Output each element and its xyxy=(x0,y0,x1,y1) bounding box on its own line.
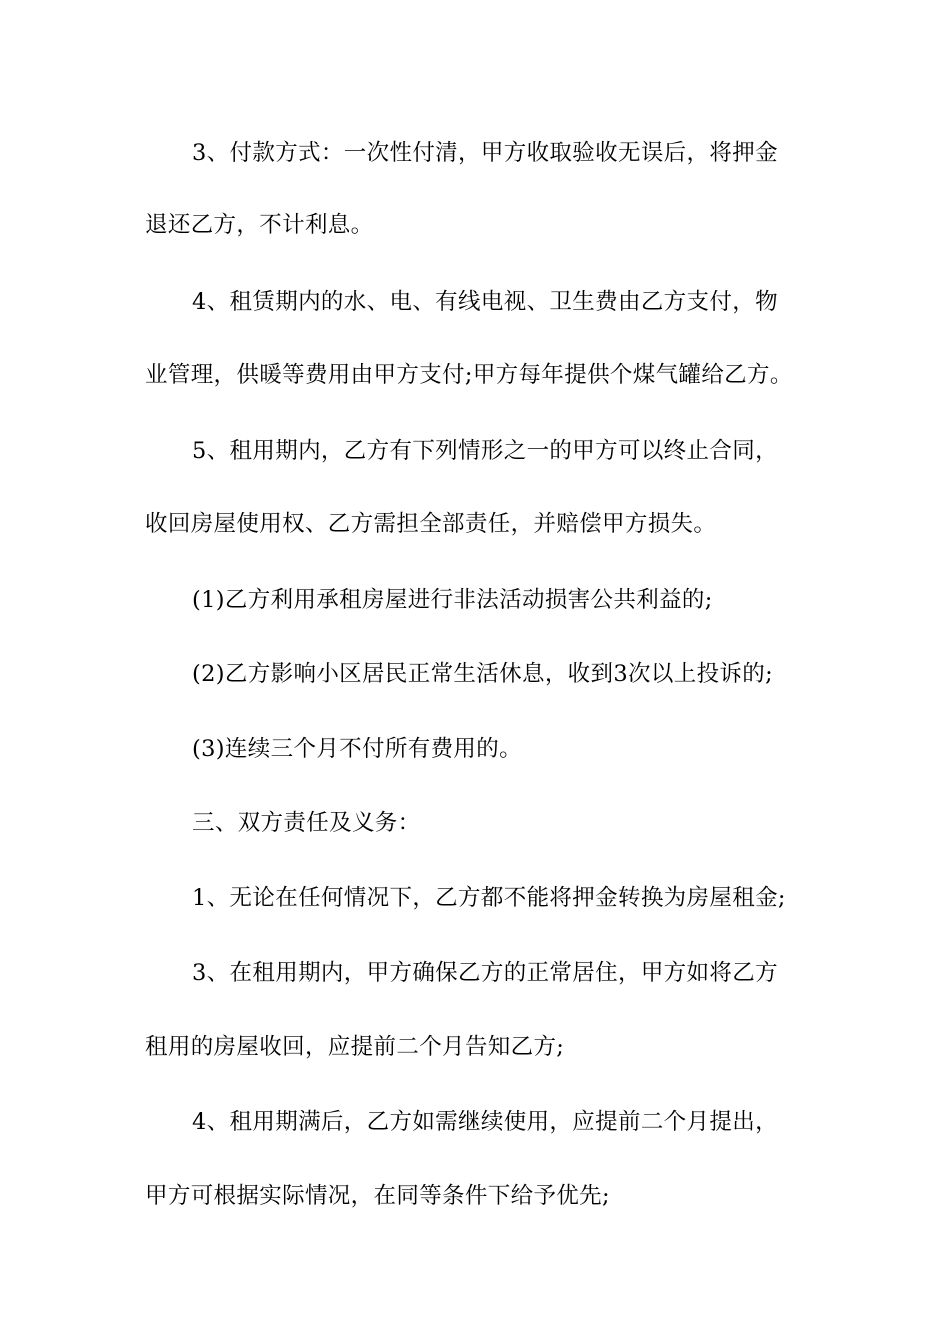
section-heading: 三、双方责任及义务： xyxy=(192,810,421,836)
paragraph-line-9: 租用的房屋收回，应提前二个月告知乙方; xyxy=(145,1034,565,1060)
paragraph-line-6: 收回房屋使用权、乙方需担全部责任，并赔偿甲方损失。 xyxy=(145,511,717,537)
paragraph-line-4: 业管理，供暖等费用由甲方支付;甲方每年提供个煤气罐给乙方。 xyxy=(145,362,793,388)
paragraph-line-1: 3、付款方式：一次性付清，甲方收取验收无误后，将押金 xyxy=(192,140,778,166)
paragraph-line-2: 退还乙方，不计利息。 xyxy=(145,212,374,238)
paragraph-line-5: 5、租用期内，乙方有下列情形之一的甲方可以终止合同， xyxy=(192,438,778,464)
paragraph-line-8: 3、在租用期内，甲方确保乙方的正常居住，甲方如将乙方 xyxy=(192,960,778,986)
paragraph-line-10: 4、租用期满后，乙方如需继续使用，应提前二个月提出， xyxy=(192,1109,778,1135)
paragraph-line-11: 甲方可根据实际情况，在同等条件下给予优先; xyxy=(145,1183,610,1209)
paragraph-line-3: 4、租赁期内的水、电、有线电视、卫生费由乙方支付，物 xyxy=(192,289,778,315)
list-item-2: (2)乙方影响小区居民正常生活休息，收到3次以上投诉的; xyxy=(192,661,774,687)
list-item-3: (3)连续三个月不付所有费用的。 xyxy=(192,736,522,762)
paragraph-line-7: 1、无论在任何情况下，乙方都不能将押金转换为房屋租金; xyxy=(192,885,786,911)
list-item-1: (1)乙方利用承租房屋进行非法活动损害公共利益的; xyxy=(192,587,713,613)
